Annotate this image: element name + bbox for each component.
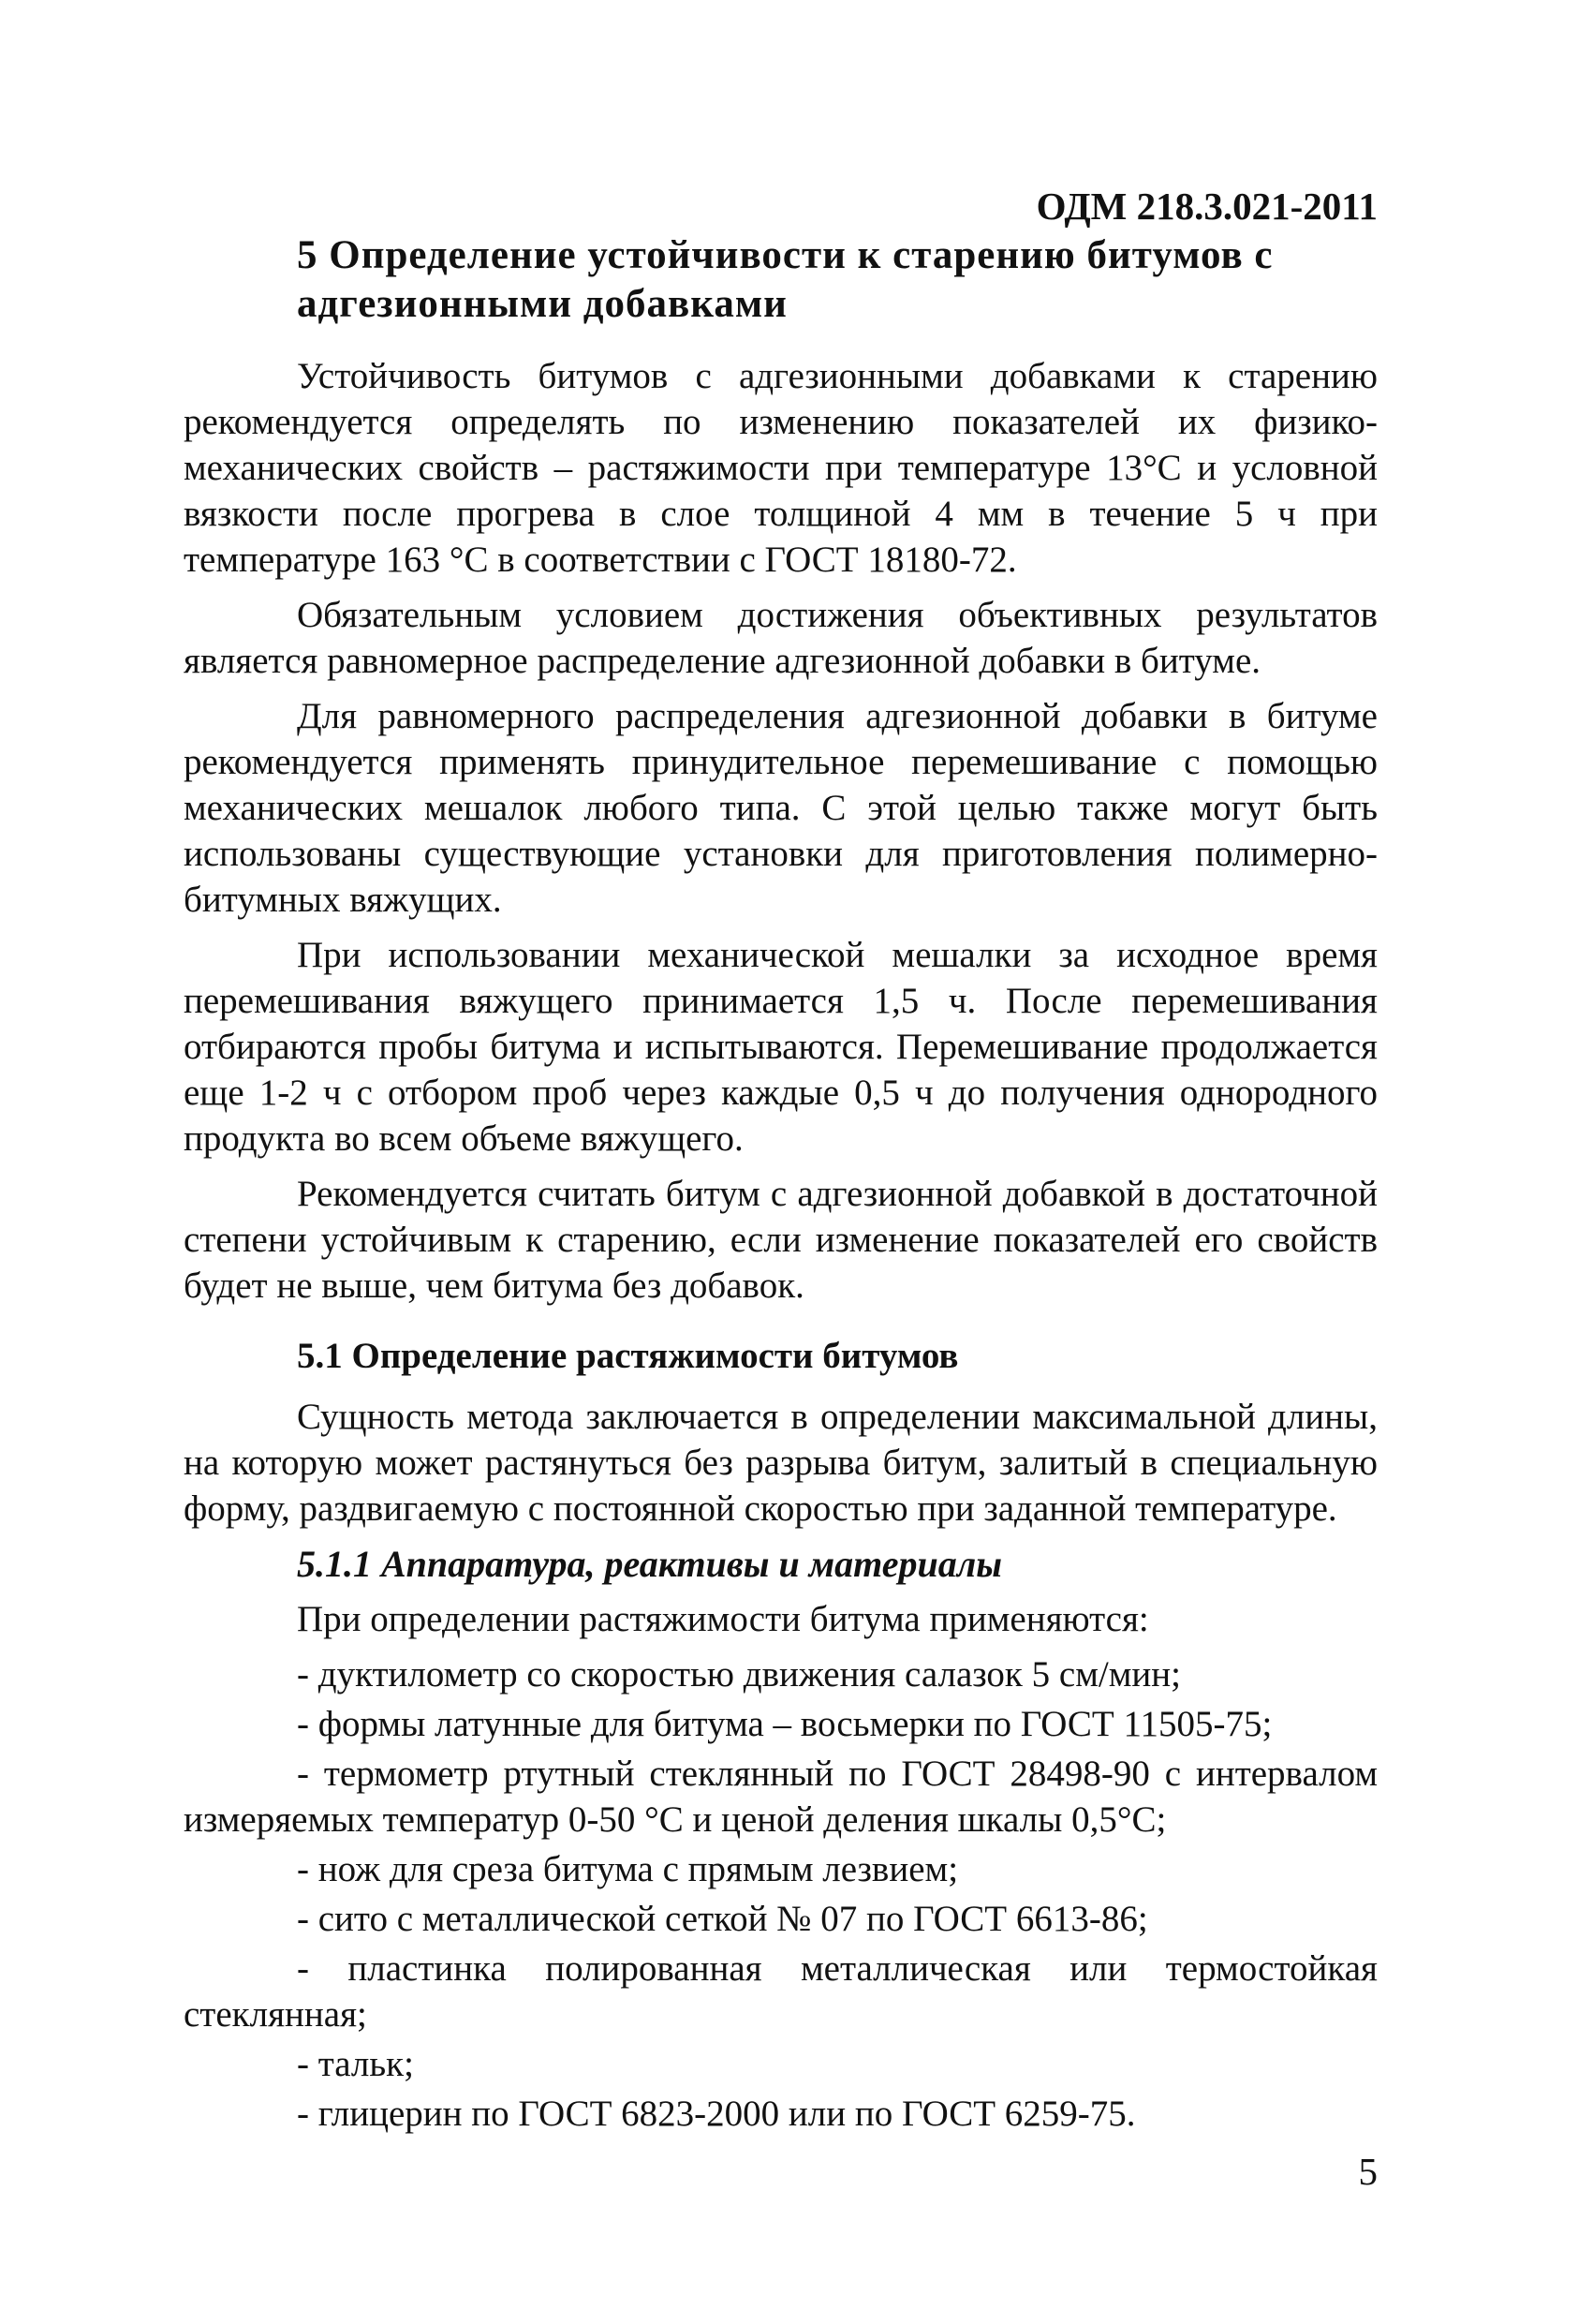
list-item: - пластинка полированная металлическая или термостойкая стеклянная; (184, 1948, 1378, 2035)
paragraph: Рекомендуется считать битум с адгезионной добавкой в достаточной степени устойчивым к старению, если изменение показателей его свойств будет не выше, чем битума без добавок. (184, 1174, 1378, 1306)
list-item: - сито с металлической сеткой № 07 по ГОСТ 6613-86; (297, 1899, 1148, 1939)
paragraph: При использовании механической мешалки за исходное время перемешивания вяжущего принимается 1,5 ч. После перемешивания отбираются пробы битума и испытываются. Перемешивание продолжается еще 1-2 ч с отбором проб через каждые 0,5 ч до получения однородного продукта во всем объеме вяжущего. (184, 935, 1378, 1159)
list-item: - формы латунные для битума – восьмерки по ГОСТ 11505-75; (297, 1704, 1273, 1744)
document-code: ОДМ 218.3.021-2011 (1036, 185, 1378, 228)
list-item: - глицерин по ГОСТ 6823-2000 или по ГОСТ 6259-75. (297, 2094, 1136, 2134)
list-item: - термометр ртутный стеклянный по ГОСТ 28498-90 с интервалом измеряемых температур 0-50 °С и ценой деления шкалы 0,5°С; (184, 1754, 1378, 1840)
subsection-title: 5.1 Определение растяжимости битумов (297, 1336, 959, 1376)
list-item: - нож для среза битума с прямым лезвием; (297, 1849, 959, 1889)
paragraph: Обязательным условием достижения объективных результатов является равномерное распределение адгезионной добавки в битуме. (184, 595, 1378, 681)
equipment-list (184, 1651, 1378, 2137)
list-item: - дуктилометр со скоростью движения салазок 5 см/мин; (297, 1654, 1181, 1695)
page-number: 5 (1358, 2150, 1378, 2193)
subsubsection-title: 5.1.1 Аппаратура, реактивы и материалы (297, 1543, 1002, 1585)
list-intro: При определении растяжимости битума применяются: (297, 1599, 1149, 1639)
paragraph: Устойчивость битумов с адгезионными добавками к старению рекомендуется определять по изменению показателей их физико-механических свойств – растяжимости при температуре 13°С и условной вязкости после прогрева в слое толщиной 4 мм в течение 5 ч при температуре 163 °С в соответствии с ГОСТ 18180-72. (184, 356, 1378, 580)
section-title: 5 Определение устойчивости к старению битумов с адгезионными добавками (297, 233, 1274, 326)
list-item: - тальк; (297, 2044, 414, 2084)
paragraph: Сущность метода заключается в определении максимальной длины, на которую может растянуться без разрыва битум, залитый в специальную форму, раздвигаемую с постоянной скоростью при заданной температуре. (184, 1397, 1378, 1529)
paragraph: Для равномерного распределения адгезионной добавки в битуме рекомендуется применять принудительное перемешивание с помощью механических мешалок любого типа. С этой целью также могут быть использованы существующие установки для приготовления полимерно-битумных вяжущих. (184, 696, 1378, 920)
